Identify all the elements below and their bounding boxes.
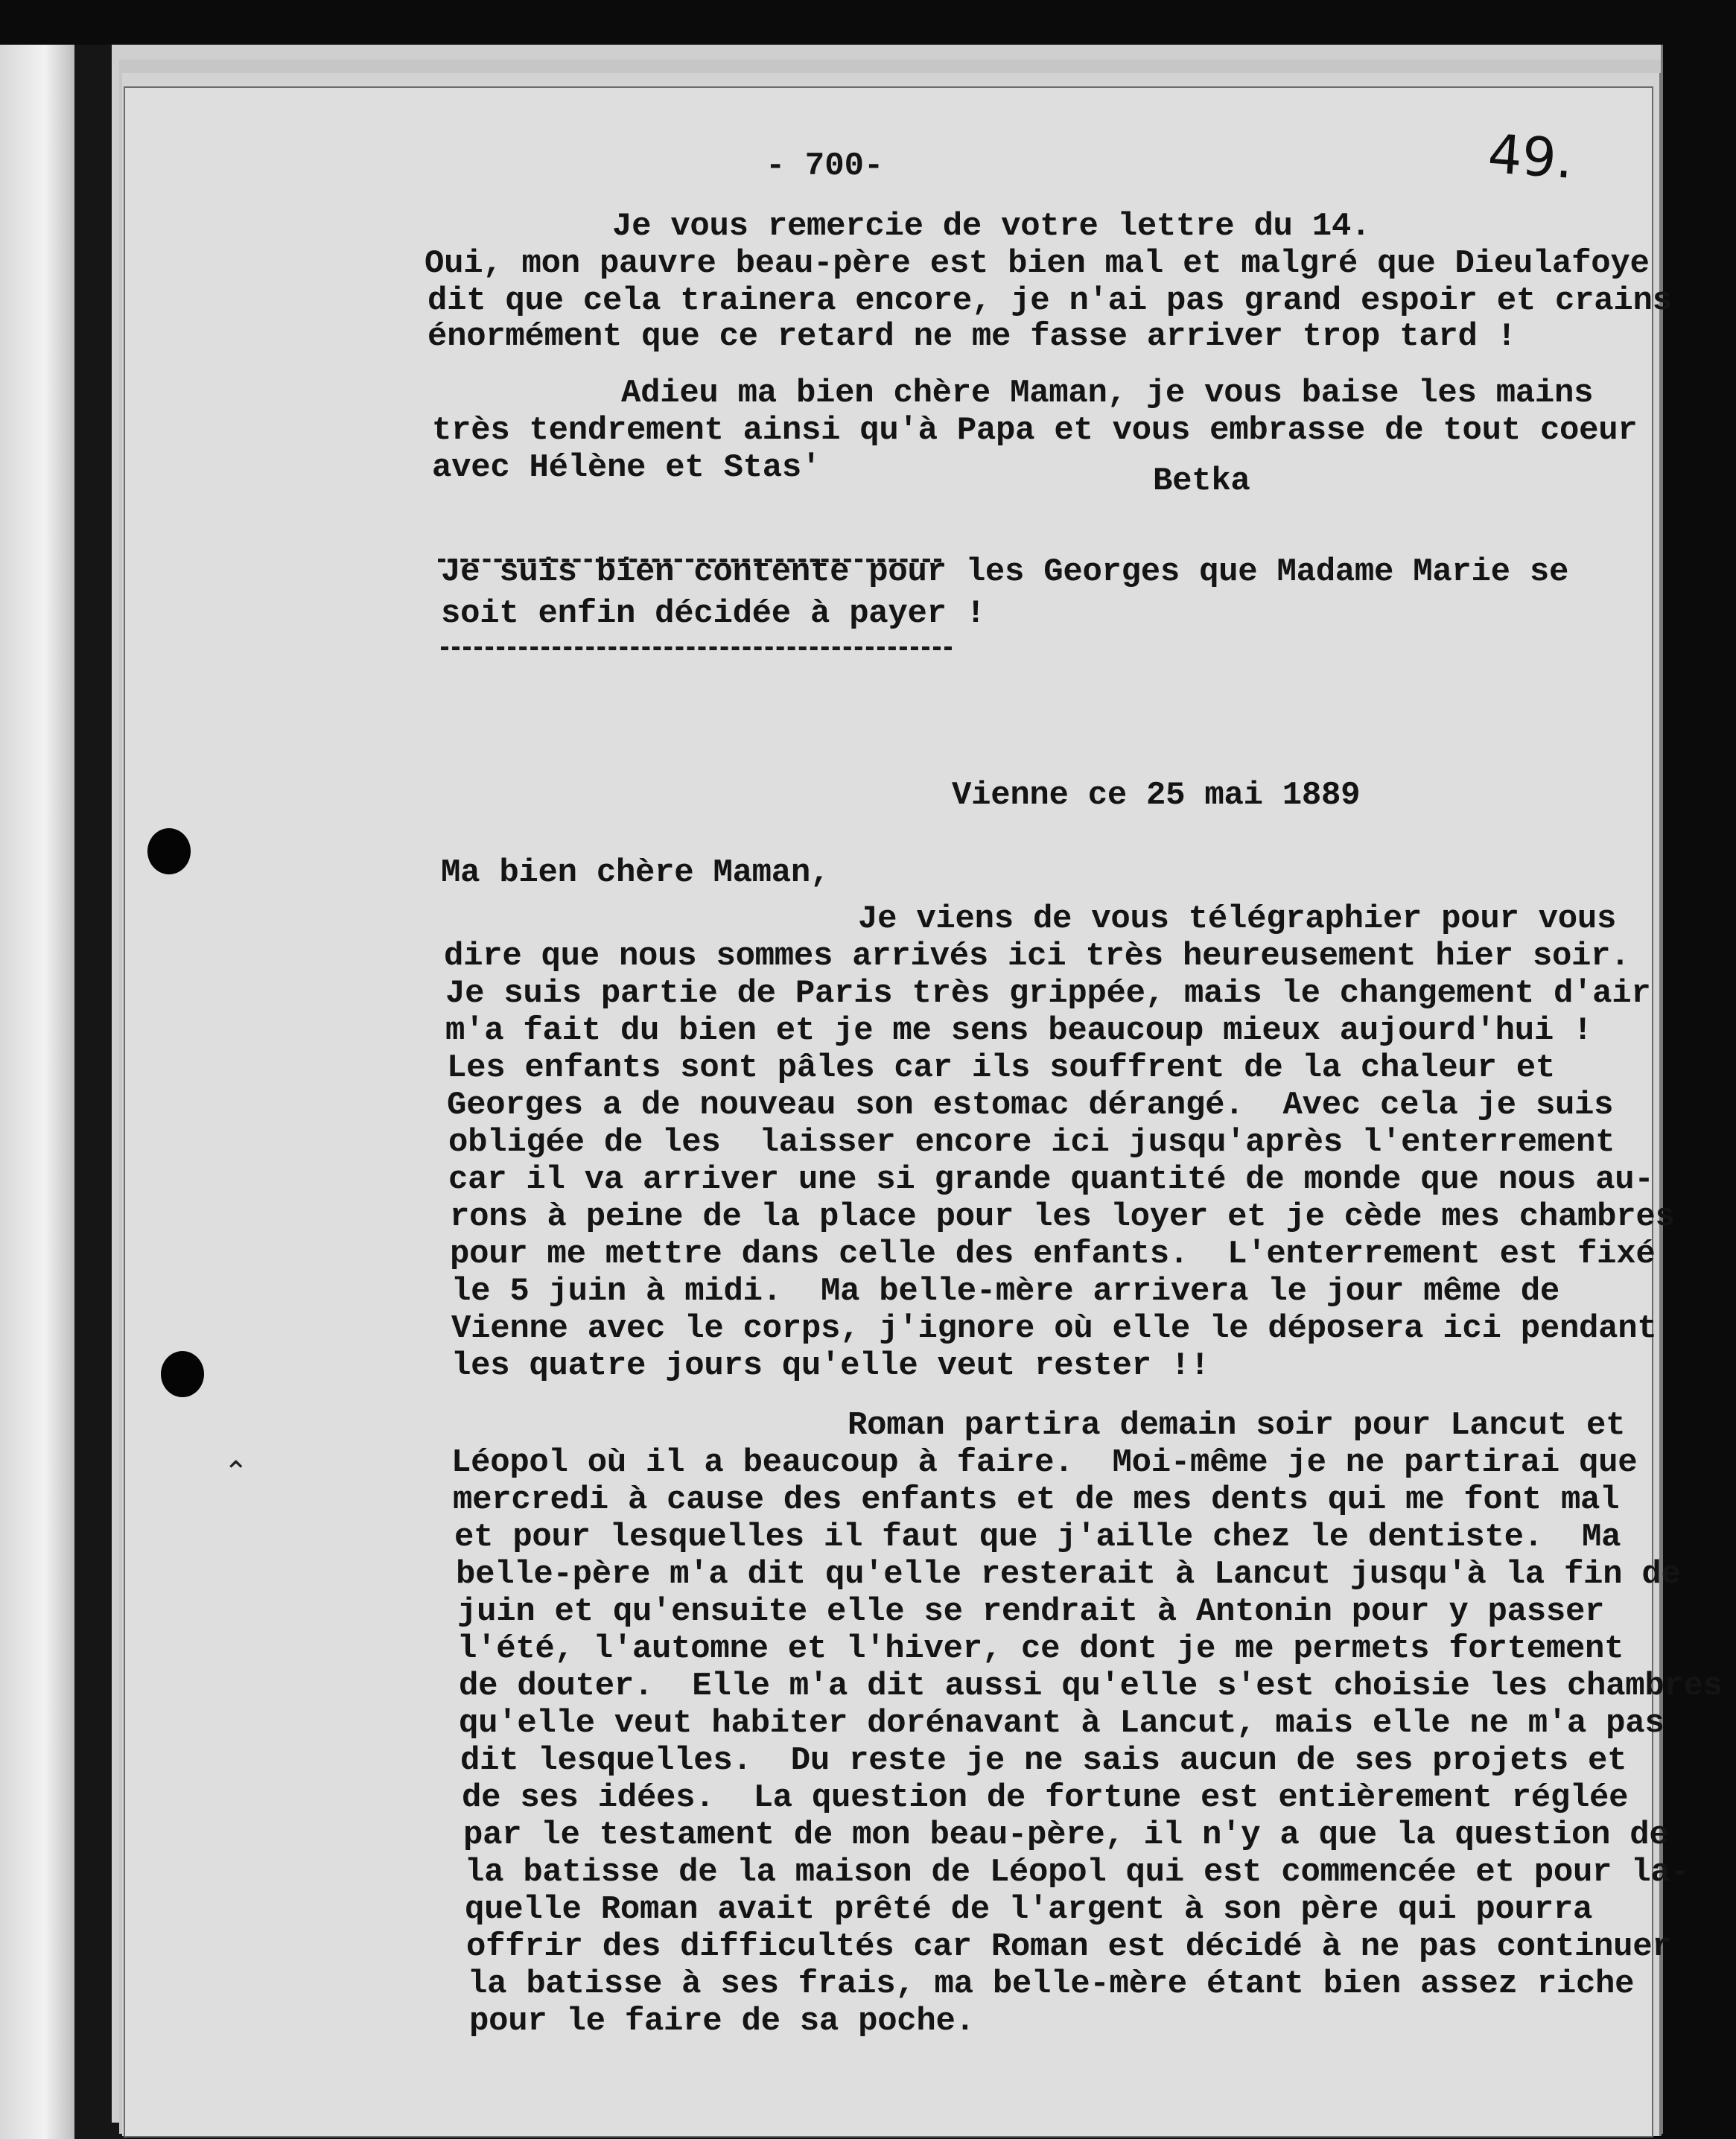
letter2-line: Les enfants sont pâles car ils souffrent de la chaleur et (447, 1049, 1555, 1087)
letter2-line: les quatre jours qu'elle veut rester !! (451, 1347, 1210, 1385)
letter2-line: dit lesquelles. Du reste je ne sais aucun de ses projets et (460, 1742, 1627, 1779)
letter2-line: dire que nous sommes arrivés ici très heureusement hier soir. (444, 938, 1630, 975)
letter2-line: et pour lesquelles il faut que j'aille chez le dentiste. Ma (454, 1519, 1621, 1556)
letter1-line: Adieu ma bien chère Maman, je vous baise les mains (621, 375, 1594, 412)
letter2-line: qu'elle veut habiter dorénavant à Lancut, mais elle ne m'a pas (459, 1705, 1665, 1742)
adjacent-page-strip (0, 45, 74, 2139)
letter2-line: mercredi à cause des enfants et de mes dents qui me font mal (453, 1481, 1620, 1519)
letter1-line: très tendrement ainsi qu'à Papa et vous embrasse de tout coeur (432, 412, 1638, 449)
salutation: Ma bien chère Maman, (441, 854, 830, 891)
postscript-line: Je suis bien contente pour les Georges que Madame Marie se (441, 553, 1569, 591)
letter2-line: rons à peine de la place pour les loyer et je cède mes chambres (450, 1198, 1675, 1236)
letter2-line: la batisse à ses frais, ma belle-mère étant bien assez riche (468, 1965, 1635, 2003)
letter2-line: car il va arriver une si grande quantité de monde que nous au- (448, 1161, 1654, 1198)
letter2-line: Je suis partie de Paris très grippée, mais le changement d'air (445, 975, 1651, 1012)
letter2-line: belle-père m'a dit qu'elle resterait à Lancut jusqu'à la fin de (456, 1556, 1681, 1593)
letter2-line: la batisse de la maison de Léopol qui est commencée et pour la- (465, 1854, 1690, 1891)
letter2-line: le 5 juin à midi. Ma belle-mère arrivera le jour même de (451, 1273, 1559, 1310)
punch-hole (147, 828, 191, 874)
separator-line (441, 646, 952, 650)
letter2-line: m'a fait du bien et je me sens beaucoup mieux aujourd'hui ! (445, 1012, 1593, 1049)
letter2-line: pour me mettre dans celle des enfants. L'enterrement est fixé (450, 1236, 1656, 1273)
letter2-line: de ses idées. La question de fortune est entièrement réglée (462, 1779, 1629, 1817)
handwritten-folio-number: 49. (1486, 122, 1576, 191)
letter1-line: dit que cela trainera encore, je n'ai pas grand espoir et crains (427, 282, 1672, 320)
letter2-line: Georges a de nouveau son estomac dérangé. Avec cela je suis (447, 1087, 1614, 1124)
postscript-line: soit enfin décidée à payer ! (441, 595, 985, 632)
letter2-line: de douter. Elle m'a dit aussi qu'elle s'est choisie les chambres (459, 1668, 1723, 1705)
letter1-line: Oui, mon pauvre beau-père est bien mal et malgré que Dieulafoye (425, 245, 1650, 282)
punch-hole (161, 1351, 204, 1397)
dateline: Vienne ce 25 mai 1889 (952, 777, 1361, 814)
letter2-line: juin et qu'ensuite elle se rendrait à Antonin pour y passer (457, 1593, 1605, 1630)
letter2-line: Roman partira demain soir pour Lancut et (848, 1407, 1626, 1444)
letter2-line: Léopol où il a beaucoup à faire. Moi-même je ne partirai que (451, 1444, 1638, 1481)
margin-mark: ⌃ (223, 1455, 249, 1490)
letter2-line: par le testament de mon beau-père, il n'y a que la question de (463, 1817, 1669, 1854)
page-number: - 700- (766, 147, 884, 185)
letter2-line: pour le faire de sa poche. (469, 2003, 975, 2040)
letter2-line: l'été, l'automne et l'hiver, ce dont je me permets fortement (457, 1630, 1624, 1668)
letter2-line: quelle Roman avait prêté de l'argent à son père qui pourra (465, 1891, 1593, 1928)
letter2-line: Vienne avec le corps, j'ignore où elle le déposera ici pendant (451, 1310, 1657, 1347)
letter2-line: obligée de les laisser encore ici jusqu'après l'enterrement (448, 1124, 1615, 1161)
letter1-line: avec Hélène et Stas' (432, 449, 821, 486)
letter2-line: offrir des difficultés car Roman est décidé à ne pas continuer (466, 1928, 1672, 1965)
letter2-line: Je viens de vous télégraphier pour vous (858, 900, 1617, 938)
letter1-line: Je vous remercie de votre lettre du 14. (612, 208, 1371, 245)
letter1-line: énormément que ce retard ne me fasse arriver trop tard ! (427, 318, 1516, 355)
signature: Betka (1153, 463, 1250, 500)
